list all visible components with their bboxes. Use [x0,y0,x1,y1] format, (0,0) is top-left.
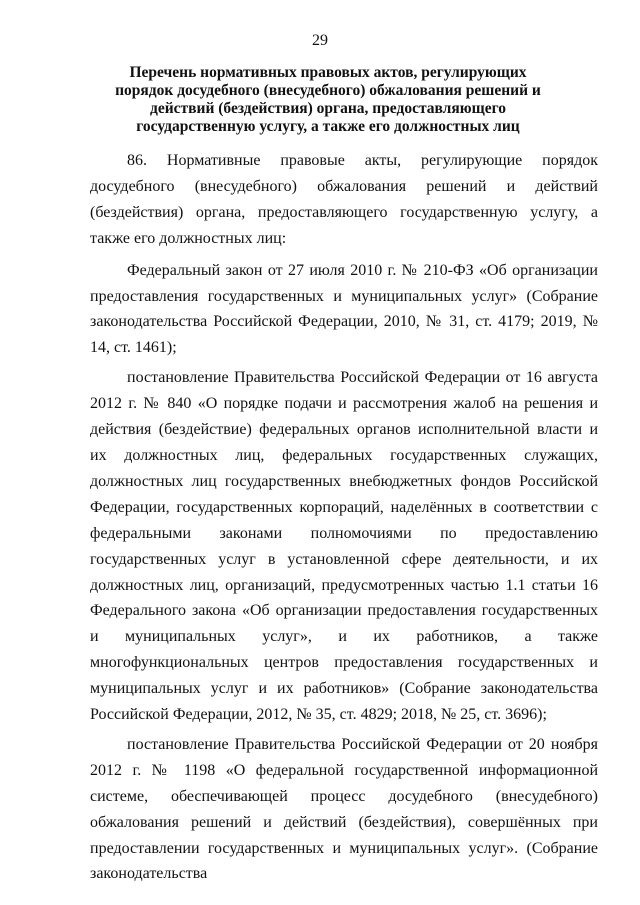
page-number: 29 [312,32,328,49]
paragraph-86-intro: 86. Нормативные правовые акты, регулирующие порядок досудебного (внесудебного) обжалования решений и действий (бездействия) органа, предоставляющего государственную услугу, а также его должностных лиц: [90,152,598,247]
document-body [90,148,598,891]
paragraph-resolution-840: постановление Правительства Российской Федерации от 16 августа 2012 г. № 840 «О порядке подачи и рассмотрения жалоб на решения и действия (бездействие) федеральных органов исполнительной власти и их должностных лиц, федеральных государственных служащих, должностных лиц государственных внебюджетных фондов Российской Федерации, государственных корпораций, наделённых в соответствии с федеральными законами полномочиями по предоставлению государственных услуг в установленной сфере деятельности, и их должностных лиц, организаций, предусмотренных частью 1.1 статьи 16 Федерального закона «Об организации предоставления государственных и муниципальных услуг», и их работников, а также многофункциональных центров предоставления государственных и муниципальных услуг и их работников» (Собрание законодательства Российской Федерации, 2012, № 35, ст. 4829; 2018, № 25, ст. 3696); [90,369,598,724]
paragraph-federal-law-210: Федеральный закон от 27 июля 2010 г. № 210-ФЗ «Об организации предоставления государственных и муниципальных услуг» (Собрание законодательства Российской Федерации, 2010, № 31, ст. 4179; 2019, № 14, ст. 1461); [90,261,598,357]
paragraph-resolution-1198: постановление Правительства Российской Федерации от 20 ноября 2012 г. № 1198 «О федеральной государственной информационной системе, обеспечивающей процесс досудебного (внесудебного) обжалования решений и действий (бездействия), совершённых при предоставлении государственных и муниципальных услуг». (Собрание законодательства [90,735,598,883]
section-heading: Перечень нормативных правовых актов, регулирующих порядок досудебного (внесудебного) обжалования решений и действий (бездействия) органа, предоставляющего государственную услугу, а также его должностных лиц [115,64,541,135]
